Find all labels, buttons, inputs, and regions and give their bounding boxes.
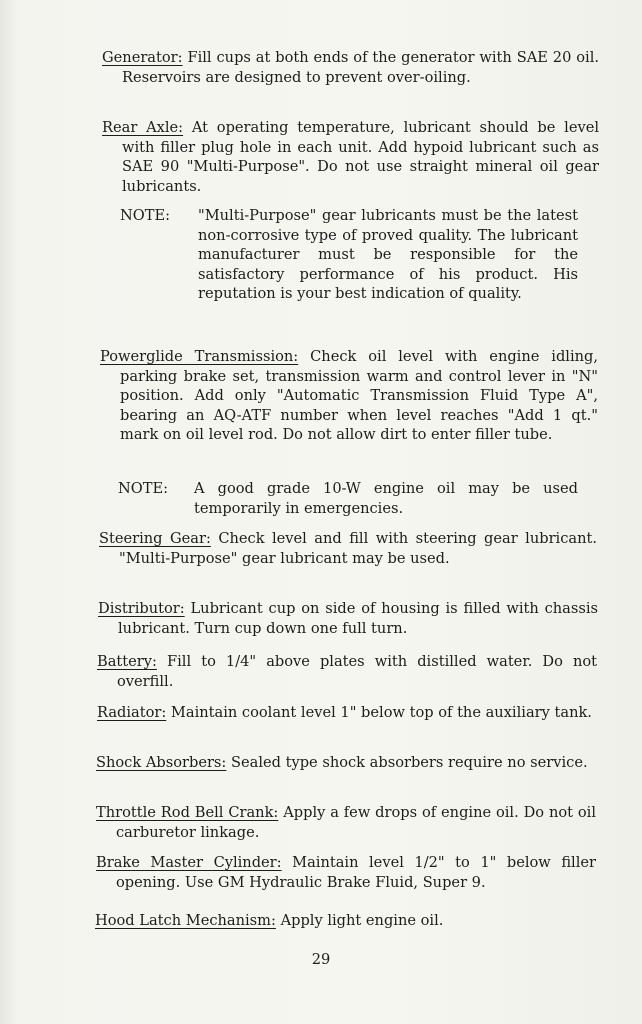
note-label: NOTE: [118, 480, 169, 497]
entry-text: At operating temperature, lubricant should be level with filler plug hole in each unit. Add hypoid lubricant such as SAE 90 "Multi-Purpose". Do not use straight mineral oil gear lubricants. [122, 119, 600, 195]
entry-throttle-rod-bell-crank [96, 803, 596, 842]
entry-term: Radiator: [97, 704, 167, 721]
page-number: 29 [311, 951, 331, 968]
entry-text: Check oil level with engine idling, parking brake set, transmission warm and control lever in "N" position. Add only "Automatic Transmission Fluid Type A", bearing an AQ-ATF number when level reaches "Add 1 qt." mark on oil level rod. Do not allow dirt to enter filler tube. [120, 348, 599, 444]
entry-shock-absorbers [96, 753, 596, 773]
note-engine-oil [118, 479, 578, 523]
entry-generator [102, 48, 599, 87]
entry-term: Steering Gear: [99, 530, 211, 547]
entry-term: Powerglide Transmission: [100, 348, 299, 365]
entry-radiator [97, 703, 597, 723]
entry-term: Throttle Rod Bell Crank: [96, 804, 279, 821]
entry-text: Fill cups at both ends of the generator with SAE 20 oil. Reservoirs are designed to prevent over-oiling. [122, 49, 600, 86]
entry-text: Apply a few drops of engine oil. Do not oil carburetor linkage. [116, 804, 596, 841]
entry-text: Lubricant cup on side of housing is filled with chassis lubricant. Turn cup down one full turn. [118, 600, 599, 637]
entry-term: Generator: [102, 49, 183, 66]
entry-steering-gear [99, 529, 597, 568]
entry-hood-latch-mechanism [95, 911, 595, 931]
entry-term: Distributor: [98, 600, 185, 617]
note-text: A good grade 10-W engine oil may be used temporarily in emergencies. [194, 480, 578, 517]
entry-powerglide-transmission [100, 347, 598, 445]
entry-text: Maintain coolant level 1" below top of the auxiliary tank. [170, 704, 592, 721]
entry-term: Shock Absorbers: [96, 754, 227, 771]
entry-term: Rear Axle: [102, 119, 184, 136]
note-text: "Multi-Purpose" gear lubricants must be the latest non-corrosive type of proved quality. The lubricant manufacturer must be responsible for the satisfactory performance of his product. His reputation is your best indication of quality. [198, 207, 578, 303]
note-label: NOTE: [120, 207, 171, 224]
entry-term: Brake Master Cylinder: [96, 854, 282, 871]
entry-brake-master-cylinder [96, 853, 596, 892]
entry-term: Battery: [97, 653, 157, 670]
entry-text: Check level and fill with steering gear lubricant. "Multi-Purpose" gear lubricant may be used. [119, 530, 597, 567]
note-multi-purpose [120, 206, 580, 326]
entry-text: Maintain level 1/2" to 1" below filler opening. Use GM Hydraulic Brake Fluid, Super 9. [116, 854, 597, 891]
entry-text: Fill to 1/4" above plates with distilled water. Do not overfill. [117, 653, 598, 690]
entry-text: Apply light engine oil. [280, 912, 444, 929]
entry-term: Hood Latch Mechanism: [95, 912, 276, 929]
entry-text: Sealed type shock absorbers require no service. [230, 754, 588, 771]
entry-battery [97, 652, 597, 691]
entry-distributor [98, 599, 598, 638]
entry-rear-axle [102, 118, 599, 196]
